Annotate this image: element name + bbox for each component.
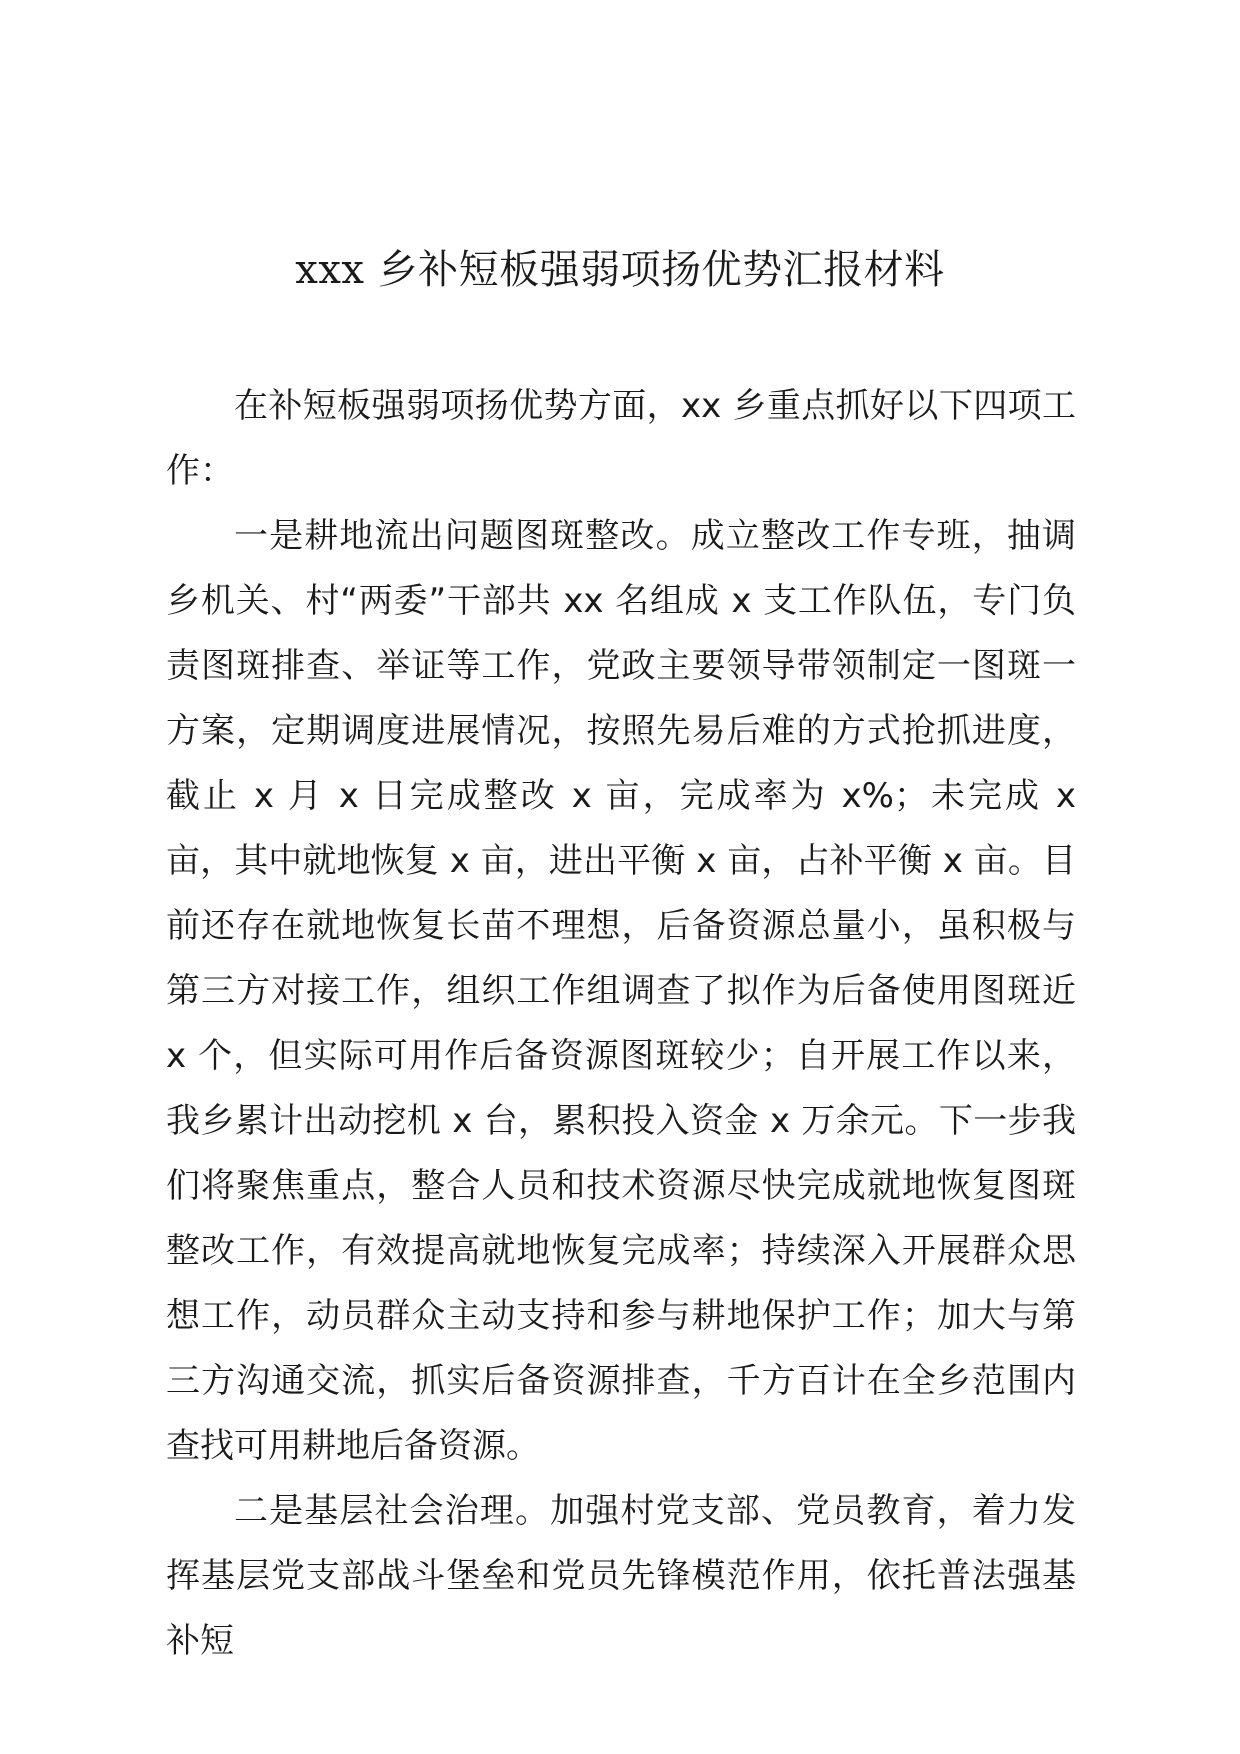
document-body xyxy=(166,374,1076,1674)
paragraph-intro: 在补短板强弱项扬优势方面，xx 乡重点抓好以下四项工作： xyxy=(166,386,1076,491)
document-title: xxx 乡补短板强弱项扬优势汇报材料 xyxy=(295,247,945,293)
paragraph-grassroots-governance: 二是基层社会治理。加强村党支部、党员教育，着力发挥基层党支部战斗堡垒和党员先锋模范作用，依托普法强基补短 xyxy=(166,1491,1076,1661)
paragraph-farmland-rectification: 一是耕地流出问题图斑整改。成立整改工作专班，抽调乡机关、村“两委”干部共 xx 名组成 x 支工作队伍，专门负责图斑排查、举证等工作，党政主要领导带领制定一图斑一方案，定期调度进展情况，按照先易后难的方式抢抓进度，截止 x 月 x 日完成整改 x 亩，完成率为 x%；未完成 x 亩，其中就地恢复 x 亩，进出平衡 x 亩，占补平衡 x 亩。目前还存在就地恢复长苗不理想，后备资源总量小，虽积极与第三方对接工作，组织工作组调查了拟作为后备使用图斑近 x 个，但实际可用作后备资源图斑较少；自开展工作以来，我乡累计出动挖机 x 台，累积投入资金 x 万余元。下一步我们将聚焦重点，整合人员和技术资源尽快完成就地恢复图斑整改工作，有效提高就地恢复完成率；持续深入开展群众思想工作，动员群众主动支持和参与耕地保护工作；加大与第三方沟通交流，抓实后备资源排查，千方百计在全乡范围内查找可用耕地后备资源。 xyxy=(166,516,1076,1466)
